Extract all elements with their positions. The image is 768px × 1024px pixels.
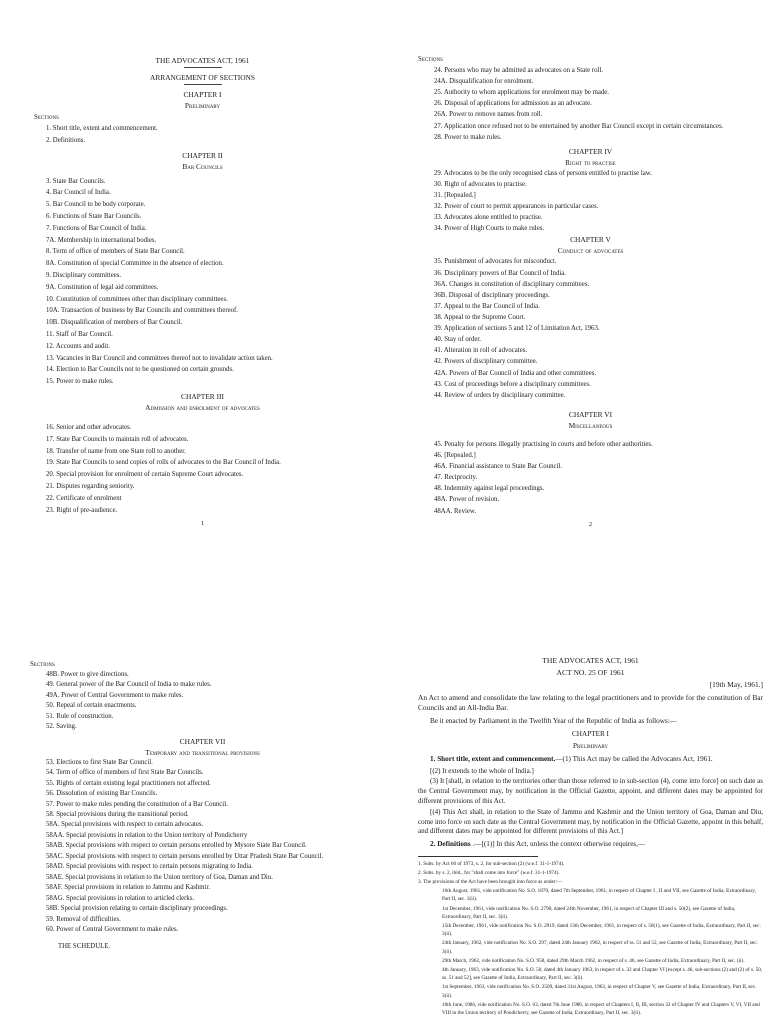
section-entry: 38. Appeal to the Supreme Court. (434, 313, 526, 321)
section-entry: 24. Persons who may be admitted as advocates on a State roll. (434, 67, 603, 74)
footnote-date-entry: 24th January, 1962, vide notification No. S.O. 297, dated 24th January 1962, in respect of ss. 51 and 52, see Gazette of India, Extraordinary, Part II, sec. 3(ii). (442, 940, 758, 955)
section-entry: 25. Authority to whom applications for enrolment may be made. (434, 89, 609, 97)
section-entry: 8A. Constitution of special Committee in the absence of election. (46, 260, 224, 268)
section-entry: 8. Term of office of members of State Bar Council. (46, 248, 185, 256)
section-entry: 58AD. Special provisions with respect to certain persons migrating to India. (46, 863, 253, 871)
section-entry: 39. Application of sections 5 and 12 of Limitation Act, 1963. (434, 325, 600, 333)
section-list (418, 439, 763, 517)
act-date: [19th May, 1961.] (709, 680, 763, 689)
section-entry: 23. Right of pre-audience. (46, 506, 118, 514)
section-entry: 13. Vacancies in Bar Council and committees thereof not to invalidate action taken. (46, 354, 273, 362)
section-entry: 58AB. Special provisions with respect to certain persons enrolled by Mysore State Bar Council. (46, 842, 307, 850)
section-entry: 58AF. Special provisions in relation to Jammu and Kashmir. (46, 884, 211, 892)
section-entry: 7A. Membership in international bodies. (46, 236, 157, 244)
page-number: 1 (200, 520, 205, 528)
section-entry: 55. Rights of certain existing legal practitioners not affected. (46, 779, 211, 787)
section-text: —(1) This Act may be called the Advocates Act, 1961. (555, 755, 713, 764)
section-heading: 1. Short title, extent and commencement. (430, 755, 556, 764)
section-entry: 58AA. Special provisions in relation to the Union territory of Pondicherry (46, 831, 248, 839)
section-1 (430, 754, 763, 764)
section-list (30, 670, 375, 733)
chapter-name: Temporary and transitional provisions (145, 747, 260, 757)
title-divider (184, 84, 222, 85)
sub-section: [(4) This Act shall, in relation to the State of Jammu and Kashmir and the Union territory of Goa, Daman and Diu, come into force on such date as the Central Government may, by notification in the Official Gazette, appoint in this behalf, and different dates may be appointed for different provisions of this Act.] (418, 807, 763, 836)
section-entry: 56. Dissolution of existing Bar Councils. (46, 790, 158, 798)
section-entry: 33. Advocates alone entitled to practise. (434, 214, 543, 222)
footnote-divider (418, 856, 538, 857)
section-entry: 48. Indemnity against legal proceedings. (434, 485, 545, 493)
section-entry: 14. Election to Bar Councils not to be questioned on certain grounds. (46, 366, 234, 374)
chapter-name: Miscellaneous (568, 420, 613, 430)
chapter-name: Preliminary (184, 101, 221, 110)
sub-section: [(2) It extends to the whole of India.] (430, 766, 534, 775)
section-entry: 50. Repeal of certain enactments. (46, 702, 137, 710)
section-entry: 21. Disputes regarding seniority. (46, 482, 135, 490)
chapter-heading: CHAPTER V (570, 235, 611, 245)
section-text: .—[(1)] In this Act, unless the context otherwise requires,— (470, 840, 646, 849)
section-entry: 59. Removal of difficulties. (46, 915, 121, 923)
section-entry: 2. Definitions. (46, 136, 86, 144)
section-entry: 46. [Repealed.] (434, 451, 476, 459)
section-entry: 52. Saving. (46, 723, 77, 731)
section-entry: 12. Accounts and audit. (46, 342, 110, 350)
act-title: THE ADVOCATES ACT, 1961 (155, 56, 250, 65)
section-list (418, 256, 763, 400)
footnote-date-entry: 10th June, 1986, vide notification No. S.O. 63, dated 7th June 1986, in respect of Chapters I, II, III, section 32 of Chapter IV and Chapters V, VI, VII and VIII in the Union territory of Pondicherry, see Gazette of India, Extraordinary, Part II, sec. 3(ii). (442, 1001, 760, 1017)
section-entry: 49. General power of the Bar Council of India to make rules. (46, 681, 212, 689)
enacting-clause: Be it enacted by Parliament in the Twelfth Year of the Republic of India as follows:— (430, 716, 677, 725)
section-entry: 16. Senior and other advocates. (46, 423, 132, 431)
section-entry: 47. Reciprocity. (434, 474, 478, 482)
section-entry: 58. Special provisions during the transitional period. (46, 810, 189, 818)
section-entry: 44. Review of orders by disciplinary committee. (434, 391, 566, 399)
sub-section: (3) It [shall, in relation to the territories other than those referred to in sub-section (4), come into force] on such date as the Central Government may, by notification in the Official Gazette, appoint, and different dates may be appointed for different provisions of this Act. (418, 777, 763, 806)
section-entry: 36B. Disposal of disciplinary proceedings. (434, 291, 550, 299)
section-entry: 54. Term of office of members of first State Bar Councils. (46, 769, 204, 777)
footnotes (418, 860, 763, 887)
footnote: 1. Subs. by Act 60 of 1973, s. 2, for sub-section (2) (w.e.f. 31-1-1974). (418, 860, 565, 867)
section-entry: 9. Disciplinary committees. (46, 271, 122, 279)
sections-label: Sections (418, 56, 443, 63)
section-entry: 48B. Power to give directions. (46, 671, 129, 678)
section-entry: 58AE. Special provisions in relation to the Union territory of Goa, Daman and Diu. (46, 873, 273, 881)
chapter-heading: CHAPTER II (182, 150, 223, 160)
section-entry: 34. Power of High Courts to make rules. (434, 225, 545, 233)
section-entry: 58AG. Special provisions in relation to articled clerks. (46, 894, 195, 902)
section-entry: 32. Power of court to permit appearances in particular cases. (434, 203, 599, 211)
document-page-2 (418, 55, 763, 535)
section-entry: 15. Power to make rules. (46, 378, 114, 386)
section-entry: 10. Constitution of committees other than disciplinary committees. (46, 295, 228, 303)
section-list (30, 758, 375, 936)
section-entry: 42A. Powers of Bar Council of India and other committees. (434, 369, 597, 377)
footnote-date-entry: 1st September, 1963, vide notification No. S.O. 2509, dated 31st August, 1963, in respect of Chapter V, see Gazette of India, Extraordinary, Part II, sec. 3(ii). (442, 984, 757, 999)
preamble: An Act to amend and consolidate the law relating to the legal practitioners and to provide for the constitution of Bar Councils and an All-India Bar. (418, 693, 763, 713)
section-entry: 10A. Transaction of business by Bar Councils and committees thereof. (46, 307, 238, 315)
section-entry: 58AC. Special provisions with respect to certain persons enrolled by Uttar Pradesh State Bar Council. (46, 852, 324, 860)
title-divider (184, 67, 222, 68)
section-entry: 22. Certificate of enrolment (46, 494, 122, 502)
section-2 (430, 839, 763, 849)
section-entry: 45. Penalty for persons illegally practising in courts and before other authorities. (434, 440, 653, 448)
section-list (30, 123, 375, 147)
section-entry: 28. Power to make rules. (434, 133, 502, 141)
footnote-date-entry: 4th January, 1963, vide notification No. S.O. 50, dated 4th January 1963, in respect of s. 32 and Chapter VI [except s. 46, sub-sections (2) and (2) of s. 50, ss. 51 and 52], see Gazette of India, Extraordinary, Part II, sec. 3(ii). (442, 967, 763, 982)
section-entry: 41. Alteration in roll of advocates. (434, 347, 528, 355)
section-entry: 10B. Disqualification of members of Bar Council. (46, 319, 183, 327)
section-entry: 42. Powers of disciplinary committee. (434, 358, 538, 366)
document-page-3 (30, 660, 375, 960)
section-entry: 24A. Disqualification for enrolment. (434, 78, 534, 86)
footnote: 2. Subs. by s. 2, ibid., for "shall come into force" (w.e.f. 31-1-1974). (418, 869, 560, 876)
section-heading: 2. Definitions (430, 840, 471, 849)
section-entry: 17. State Bar Councils to maintain roll of advocates. (46, 435, 189, 443)
section-entry: 26A. Power to remove names from roll. (434, 111, 543, 119)
section-entry: 9A. Constitution of legal aid committees. (46, 283, 159, 291)
section-entry: 29. Advocates to be the only recognised class of persons entitled to practise law. (434, 169, 652, 177)
section-entry: 4. Bar Council of India. (46, 189, 111, 197)
section-entry: 35. Punishment of advocates for misconduct. (434, 258, 557, 266)
sections-label: Sections (30, 661, 55, 668)
section-entry: 36A. Changes in constitution of disciplinary committees. (434, 280, 590, 288)
section-entry: 7. Functions of Bar Council of India. (46, 224, 147, 232)
section-entry: 31. [Repealed.] (434, 191, 476, 199)
sections-label: Sections (34, 114, 59, 121)
section-entry: 30. Right of advocates to practise. (434, 180, 527, 188)
section-entry: 19. State Bar Councils to send copies of rolls of advocates to the Bar Council of India. (46, 459, 281, 467)
section-entry: 5. Bar Council to be body corporate. (46, 201, 146, 209)
section-list (30, 176, 375, 388)
chapter-heading: CHAPTER VII (179, 736, 226, 746)
document-page-4 (418, 655, 763, 1024)
section-list (418, 65, 763, 143)
section-entry: 51. Rule of construction. (46, 712, 114, 720)
footnote: 3. The provisions of the Act have been brought into force as under:— (418, 879, 563, 886)
section-entry: 46A. Financial assistance to State Bar Council. (434, 463, 562, 471)
arrangement-heading: ARRANGEMENT OF SECTIONS (150, 73, 255, 82)
section-entry: 48A. Power of revision. (434, 496, 500, 504)
section-entry: 43. Cost of proceedings before a disciplinary committees. (434, 380, 591, 388)
chapter-name: Bar Councils (182, 161, 223, 171)
page-number: 2 (588, 520, 593, 528)
section-entry: 3. State Bar Councils. (46, 177, 106, 185)
act-title: THE ADVOCATES ACT, 1961 (542, 656, 639, 665)
section-entry: 37. Appeal to the Bar Council of India. (434, 302, 540, 310)
section-entry: 60. Power of Central Government to make rules. (46, 925, 179, 933)
section-entry: 40. Stay of order. (434, 336, 482, 344)
chapter-name: Conduct of advocates (557, 246, 624, 256)
section-entry: 1. Short title, extent and commencement. (46, 125, 158, 132)
section-entry: 27. Application once refused not to be entertained by another Bar Council except in certain circumstances. (434, 122, 724, 130)
section-entry: 36. Disciplinary powers of Bar Council of India. (434, 269, 566, 277)
footnote-dates (418, 887, 763, 1017)
section-list (418, 168, 763, 235)
footnote-date-entry: 16th August, 1961, vide notification No. S.O. 1870, dated 7th September, 1961, in respect of Chapter I , II and VII, see Gazette of India, Extraordinary, Part II, sec. 3(ii). (442, 888, 756, 903)
act-number: ACT NO. 25 OF 1961 (556, 668, 625, 677)
section-entry: 57. Power to make rules pending the constitution of a Bar Council. (46, 800, 228, 808)
section-entry: 49A. Power of Central Government to make rules. (46, 691, 184, 699)
section-list (30, 422, 375, 516)
section-entry: 20. Special provision for enrolment of certain Supreme Court advocates. (46, 471, 244, 479)
section-entry: 58B. Special provision relating to certain disciplinary proceedings. (46, 905, 228, 913)
footnote-date-entry: 1st December, 1961, vide notification No. S.O. 2790, dated 24th November, 1961, in respect of Chapter III and s. 50(2), see Gazette of India, Extraordinary, Part II, sec. 3(ii). (442, 905, 736, 920)
chapter-name: Admission and enrolment of advocates (145, 402, 260, 412)
section-entry: 53. Elections to first State Bar Council. (46, 758, 153, 766)
section-entry: 6. Functions of State Bar Councils. (46, 212, 142, 220)
section-entry: 48AA. Review. (434, 507, 477, 515)
footnote-date-entry: 29th March, 1962, vide notification No. S.O. 958, dated 29th March 1962, in respect of s. 46, see Gazette of India, Extraordinary, Part II, sec. (ii). (442, 957, 745, 964)
document-page-1 (30, 55, 375, 535)
chapter-name: Preliminary (572, 742, 609, 751)
schedule-entry: THE SCHEDULE. (58, 943, 111, 951)
chapter-heading: CHAPTER I (183, 90, 222, 99)
section-entry: 26. Disposal of applications for admission as an advocate. (434, 100, 592, 108)
chapter-heading: CHAPTER VI (568, 409, 613, 419)
chapter-heading: CHAPTER IV (568, 146, 613, 156)
chapter-heading: CHAPTER III (181, 391, 224, 401)
footnote-date-entry: 15th December, 1961, vide notification No. S.O. 2919, dated 13th December, 1961, in respect of s. 50(1), see Gazette of India, Extraordinary, Part II, sec. 3(ii). (442, 923, 761, 938)
section-entry: 11. Staff of Bar Council. (46, 330, 113, 338)
chapter-heading: CHAPTER I (572, 730, 609, 739)
section-entry: 58A. Special provisions with respect to certain advocates. (46, 821, 204, 829)
section-entry: 18. Transfer of name from one State roll to another. (46, 447, 186, 455)
chapter-name: Right to practise (565, 157, 616, 167)
